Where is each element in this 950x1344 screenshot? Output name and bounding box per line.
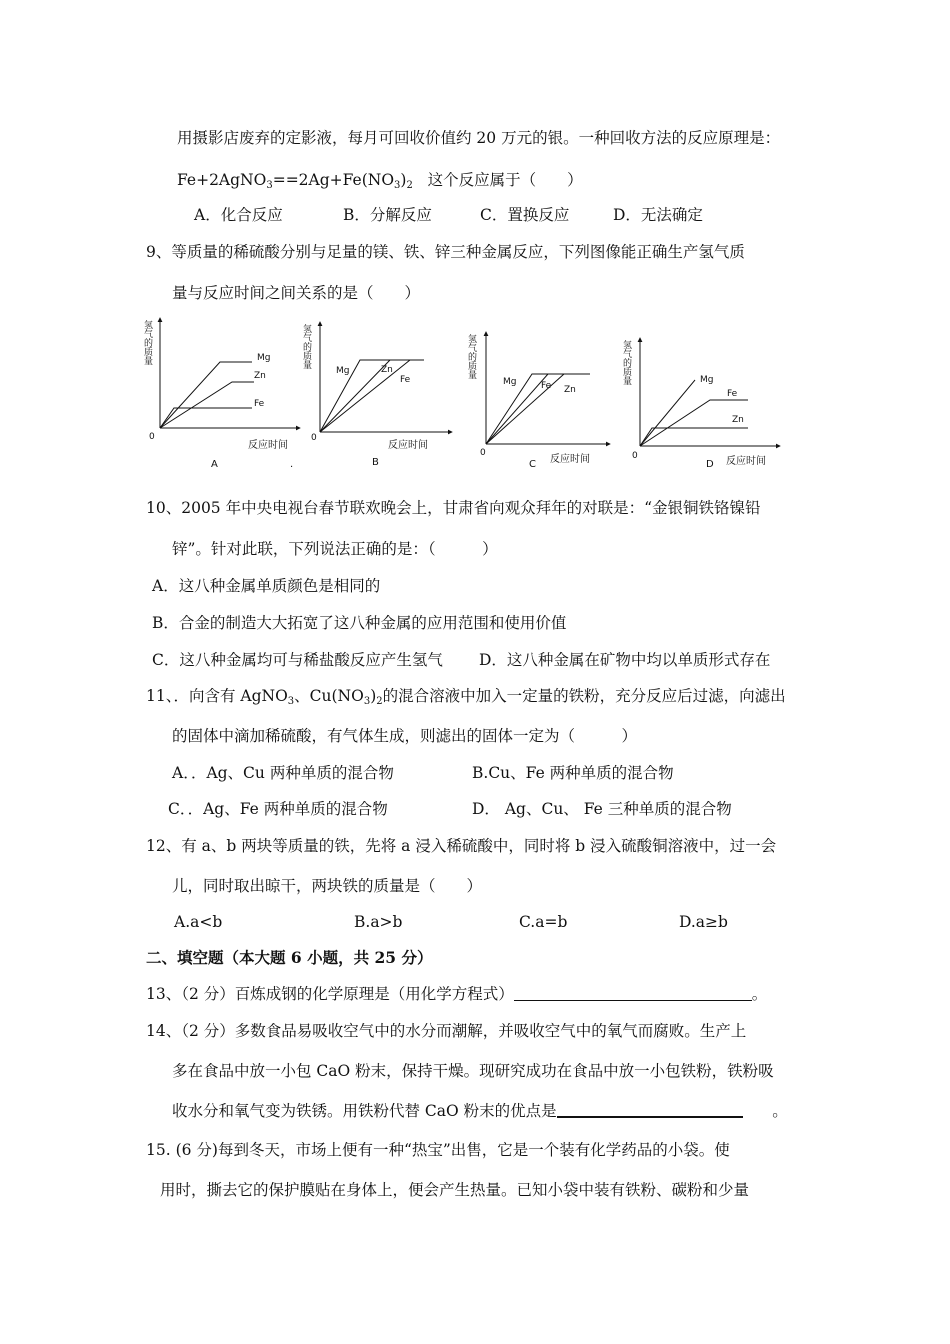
- q11-text: 11、．向含有 AgNO: [146, 687, 288, 705]
- q14-stem-line-3: [172, 1101, 788, 1121]
- graph-d-fe-label: Fe: [727, 389, 738, 399]
- q10-option-b: B．合金的制造大大拓宽了这八种金属的应用范围和使用价值: [152, 614, 567, 632]
- graph-d-zn-label: Zn: [732, 415, 744, 425]
- q14-stem-line: 14、（2 分）多数食品易吸收空气中的水分而潮解，并吸收空气中的氧气而腐败。生产上: [146, 1022, 747, 1040]
- graph-a-mg-label: Mg: [257, 353, 271, 363]
- graph-c-x-label: 反应时间: [550, 454, 590, 465]
- q13-line: [146, 984, 767, 1004]
- graph-c-mg-label: Mg: [503, 377, 517, 387]
- q12-option-b: B.a>b: [354, 913, 403, 931]
- graph-c-caption: C: [529, 459, 536, 470]
- graph-a-y-label: 氢气的质量: [142, 320, 152, 365]
- graph-d-mg-line: [640, 380, 695, 446]
- graph-b-origin: 0: [311, 433, 317, 443]
- graph-a-dot: .: [290, 459, 294, 470]
- graph-d: [621, 338, 780, 470]
- q8-option-d: D．无法确定: [613, 206, 703, 224]
- graph-b-caption: B: [372, 457, 379, 468]
- q14-end: 。: [772, 1102, 788, 1120]
- eq-part: Fe+2AgNO: [177, 171, 267, 189]
- graph-c: [466, 332, 610, 470]
- q11-option-b: B.Cu、Fe 两种单质的混合物: [472, 764, 674, 782]
- graph-a-origin: 0: [149, 432, 155, 442]
- q14-text: 收水分和氧气变为铁锈。用铁粉代替 CaO 粉末的优点是: [172, 1102, 557, 1120]
- q11-text: ): [370, 687, 377, 705]
- q8-stem-tail: 这个反应属于（ ）: [427, 171, 583, 189]
- graph-b-mg-label: Mg: [336, 366, 350, 376]
- graph-a-zn-label: Zn: [254, 371, 266, 381]
- eq-subscript: 3: [394, 180, 401, 191]
- graph-c-fe-label: Fe: [541, 381, 552, 391]
- q11-stem-line: [146, 686, 786, 712]
- q11-text: 的混合溶液中加入一定量的铁粉，充分反应后过滤，向滤出: [382, 687, 786, 705]
- q9-stem-line: 量与反应时间之间关系的是（ ）: [172, 284, 421, 302]
- graph-a-x-label: 反应时间: [248, 440, 288, 451]
- q8-equation: [177, 170, 583, 196]
- q9-stem-line: 9、等质量的稀硫酸分别与足量的镁、铁、锌三种金属反应，下列图像能正确生产氢气质: [146, 243, 745, 261]
- graph-c-y-label: 氢气的质量: [466, 334, 476, 379]
- graphs-svg: [140, 310, 800, 480]
- graph-b-zn-label: Zn: [381, 365, 393, 375]
- q8-stem-line: 用摄影店废弃的定影液，每月可回收价值约 20 万元的银。一种回收方法的反应原理是：: [177, 129, 781, 147]
- q11-subscript: 2: [376, 696, 383, 707]
- graph-b-x-label: 反应时间: [388, 440, 428, 451]
- graph-d-y-label: 氢气的质量: [621, 340, 631, 385]
- q15-stem-line: 15. (6 分)每到冬天，市场上便有一种“热宝”出售，它是一个装有化学药品的小袋。使: [146, 1141, 730, 1159]
- q11-stem-line: 的固体中滴加稀硫酸，有气体生成，则滤出的固体一定为（ ）: [172, 727, 638, 745]
- graphs-panel: [140, 310, 800, 480]
- graph-a: [142, 318, 300, 470]
- q11-subscript: 3: [287, 696, 295, 707]
- q13-text: 13、（2 分）百炼成钢的化学原理是（用化学方程式）: [146, 985, 514, 1003]
- q10-option-a: A．这八种金属单质颜色是相同的: [152, 577, 381, 595]
- q12-option-c: C.a=b: [519, 913, 568, 931]
- q14-answer-blank[interactable]: [557, 1101, 743, 1118]
- graph-d-x-label: 反应时间: [726, 456, 766, 467]
- graph-b: [301, 322, 452, 468]
- graph-a-mg-line: [160, 362, 252, 428]
- q8-option-b: B．分解反应: [343, 206, 432, 224]
- section-2-title: 二、填空题（本大题 6 小题，共 25 分）: [146, 948, 433, 967]
- graph-d-mg-label: Mg: [700, 375, 714, 385]
- q11-text: 、Cu(NO: [294, 687, 364, 705]
- graph-c-fe-line: [486, 374, 548, 444]
- q12-option-d: D.a≥b: [679, 913, 728, 931]
- q11-option-c: C．．Ag、Fe 两种单质的混合物: [168, 800, 388, 818]
- q10-stem-line: 锌”。针对此联，下列说法正确的是：（ ）: [172, 540, 498, 558]
- graph-d-origin: 0: [632, 451, 638, 461]
- graph-a-caption: A: [211, 459, 218, 470]
- q10-stem-line: 10、2005 年中央电视台春节联欢晚会上，甘肃省向观众拜年的对联是：“金银铜铁铬镍铅: [146, 499, 761, 517]
- graph-a-fe-line: [160, 408, 252, 428]
- q10-option-c: C．这八种金属均可与稀盐酸反应产生氢气: [152, 651, 443, 669]
- q11-subscript: 3: [363, 696, 371, 707]
- graph-b-zn-line: [320, 360, 390, 432]
- q10-option-d: D．这八种金属在矿物中均以单质形式存在: [479, 651, 771, 669]
- q8-option-a: A．化合反应: [194, 206, 283, 224]
- graph-c-origin: 0: [480, 448, 486, 458]
- graph-a-zn-line: [160, 382, 254, 428]
- graph-b-fe-label: Fe: [400, 375, 411, 385]
- eq-subscript: 3: [266, 180, 273, 191]
- q11-option-a: A．．Ag、Cu 两种单质的混合物: [172, 764, 394, 782]
- eq-subscript: 2: [406, 180, 413, 191]
- graph-d-zn-line: [640, 428, 748, 446]
- q11-option-d: D． Ag、Cu、 Fe 三种单质的混合物: [472, 800, 732, 818]
- q14-stem-line: 多在食品中放一小包 CaO 粉末，保持干燥。现研究成功在食品中放一小包铁粉，铁粉吸: [172, 1062, 774, 1080]
- eq-part: ==2Ag+Fe(NO: [272, 171, 395, 189]
- q13-end: 。: [751, 985, 768, 1003]
- q12-stem-line: 儿，同时取出晾干，两块铁的质量是（ ）: [172, 877, 483, 895]
- graph-c-zn-label: Zn: [564, 385, 576, 395]
- graph-b-fe-line: [320, 360, 410, 432]
- q12-option-a: A.a<b: [174, 913, 223, 931]
- graph-b-y-label: 氢气的质量: [301, 324, 311, 369]
- eq-part: ): [400, 171, 407, 189]
- q15-stem-line: 用时，撕去它的保护膜贴在身体上，便会产生热量。已知小袋中装有铁粉、碳粉和少量: [160, 1181, 750, 1199]
- graph-a-fe-label: Fe: [254, 399, 265, 409]
- graph-d-caption: D: [706, 459, 714, 470]
- q13-answer-blank[interactable]: [514, 985, 752, 1001]
- q8-option-c: C．置换反应: [480, 206, 570, 224]
- q12-stem-line: 12、有 a、b 两块等质量的铁，先将 a 浸入稀硫酸中，同时将 b 浸入硫酸铜溶液中，过一会: [146, 837, 777, 855]
